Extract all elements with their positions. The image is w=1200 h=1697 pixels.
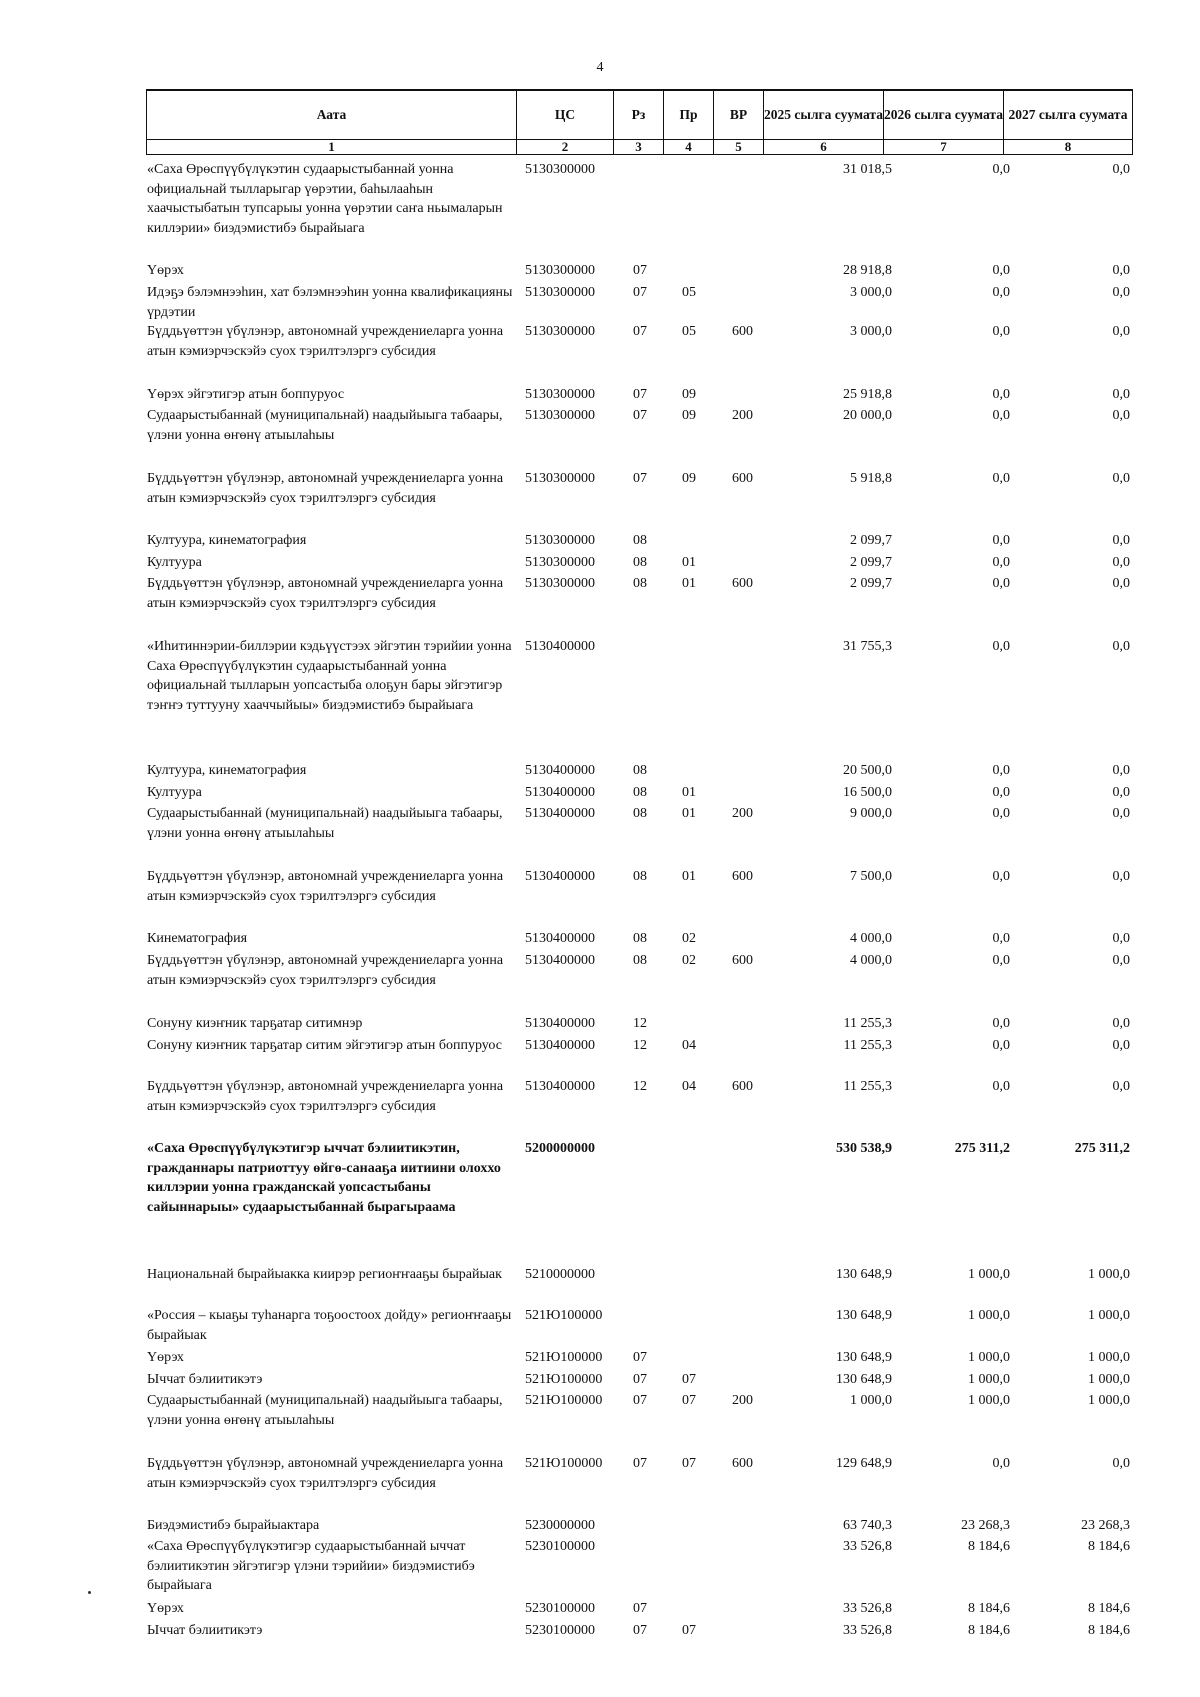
row-2026: 0,0 bbox=[992, 533, 1010, 548]
row-pr: 01 bbox=[682, 555, 696, 570]
row-name: Үөрэх bbox=[147, 1350, 184, 1365]
row-cs: 5130300000 bbox=[525, 471, 595, 486]
row-2025: 33 526,8 bbox=[843, 1539, 892, 1554]
row-2027: 1 000,0 bbox=[1088, 1308, 1130, 1323]
row-2026: 0,0 bbox=[992, 387, 1010, 402]
row-cs: 521Ю100000 bbox=[525, 1372, 603, 1387]
row-2027: 1 000,0 bbox=[1088, 1267, 1130, 1282]
row-name: «Саха Өрөспүүбүлүкэтигэр судаарыстыбаннай ыччат бэлиитикэтин эйгэтигэр үлэни тэрийии» биэдэмистибэ бырайыага bbox=[147, 1539, 475, 1593]
row-name: Ыччат бэлиитикэтэ bbox=[147, 1372, 263, 1387]
row-2025: 2 099,7 bbox=[850, 555, 892, 570]
row-2025: 25 918,8 bbox=[843, 387, 892, 402]
row-cs: 5130400000 bbox=[525, 1038, 595, 1053]
row-vr: 600 bbox=[732, 576, 753, 591]
row-cs: 5230100000 bbox=[525, 1623, 595, 1638]
row-2026: 0,0 bbox=[992, 763, 1010, 778]
row-rz: 08 bbox=[633, 576, 647, 591]
header-num-3: 3 bbox=[614, 139, 664, 154]
row-rz: 08 bbox=[633, 555, 647, 570]
row-cs: 5130300000 bbox=[525, 324, 595, 339]
row-cs: 5130400000 bbox=[525, 869, 595, 884]
row-2025: 7 500,0 bbox=[850, 869, 892, 884]
row-name: Култуура bbox=[147, 555, 202, 570]
row-pr: 04 bbox=[682, 1079, 696, 1094]
row-2025: 63 740,3 bbox=[843, 1518, 892, 1533]
row-cs: 5200000000 bbox=[525, 1141, 595, 1156]
row-2027: 0,0 bbox=[1112, 471, 1130, 486]
row-vr: 600 bbox=[732, 1079, 753, 1094]
row-2025: 16 500,0 bbox=[843, 785, 892, 800]
row-cs: 5230100000 bbox=[525, 1601, 595, 1616]
row-2027: 8 184,6 bbox=[1088, 1539, 1130, 1554]
row-2025: 20 500,0 bbox=[843, 763, 892, 778]
row-vr: 200 bbox=[732, 1393, 753, 1408]
row-2025: 130 648,9 bbox=[836, 1372, 892, 1387]
row-2025: 3 000,0 bbox=[850, 285, 892, 300]
row-cs: 5130400000 bbox=[525, 931, 595, 946]
row-2025: 11 255,3 bbox=[843, 1016, 892, 1031]
row-2026: 0,0 bbox=[992, 263, 1010, 278]
table-header bbox=[146, 89, 1133, 155]
row-name: «Саха Өрөспүүбүлүкэтигэр ыччат бэлиитикэтин, гражданнары патриоттуу өйгө-санааҕа иитиини олоххо киллэрии уонна гражданскай уопсастыбаны сайыннарыы» судаарыстыбаннай бырагыраама bbox=[147, 1141, 501, 1215]
row-2027: 0,0 bbox=[1112, 387, 1130, 402]
row-name: Бүддьүөттэн үбүлэнэр, автономнай учреждениеларга уонна атын кэмиэрчэскэйэ суох тэрилтэлэргэ субсидия bbox=[147, 1456, 504, 1491]
row-name: Бүддьүөттэн үбүлэнэр, автономнай учреждениеларга уонна атын кэмиэрчэскэйэ суох тэрилтэлэргэ субсидия bbox=[147, 1079, 504, 1114]
row-2025: 11 255,3 bbox=[843, 1038, 892, 1053]
row-2026: 23 268,3 bbox=[961, 1518, 1010, 1533]
row-2027: 1 000,0 bbox=[1088, 1372, 1130, 1387]
row-2025: 33 526,8 bbox=[843, 1623, 892, 1638]
row-name: «Россия – кыаҕы туһанарга тоҕоостоох дойду» региоҥҥааҕы бырайыак bbox=[147, 1308, 512, 1343]
row-rz: 07 bbox=[633, 263, 647, 278]
row-2026: 0,0 bbox=[992, 1038, 1010, 1053]
row-cs: 5130300000 bbox=[525, 533, 595, 548]
row-2026: 0,0 bbox=[992, 953, 1010, 968]
row-vr: 600 bbox=[732, 953, 753, 968]
row-2026: 1 000,0 bbox=[968, 1267, 1010, 1282]
row-2026: 0,0 bbox=[992, 324, 1010, 339]
row-2025: 9 000,0 bbox=[850, 806, 892, 821]
row-rz: 07 bbox=[633, 408, 647, 423]
header-vr: ВР bbox=[714, 90, 764, 139]
row-2025: 4 000,0 bbox=[850, 931, 892, 946]
row-rz: 07 bbox=[633, 387, 647, 402]
row-2025: 130 648,9 bbox=[836, 1267, 892, 1282]
row-2026: 1 000,0 bbox=[968, 1393, 1010, 1408]
row-2027: 0,0 bbox=[1112, 533, 1130, 548]
row-name: Судаарыстыбаннай (муниципальнай) наадыйыыга табаары, үлэни уонна өҥөнү атыылаһыы bbox=[147, 408, 503, 443]
row-2026: 0,0 bbox=[992, 576, 1010, 591]
row-pr: 04 bbox=[682, 1038, 696, 1053]
row-name: Култуура, кинематография bbox=[147, 533, 307, 548]
row-rz: 08 bbox=[633, 806, 647, 821]
row-pr: 01 bbox=[682, 785, 696, 800]
row-name: Ыччат бэлиитикэтэ bbox=[147, 1623, 263, 1638]
page-number: 4 bbox=[596, 60, 604, 75]
row-2027: 0,0 bbox=[1112, 1038, 1130, 1053]
row-cs: 5130300000 bbox=[525, 162, 595, 177]
row-cs: 5130400000 bbox=[525, 953, 595, 968]
row-cs: 5130300000 bbox=[525, 285, 595, 300]
row-2025: 5 918,8 bbox=[850, 471, 892, 486]
row-cs: 5130400000 bbox=[525, 639, 595, 654]
row-2025: 31 018,5 bbox=[843, 162, 892, 177]
row-2025: 28 918,8 bbox=[843, 263, 892, 278]
row-rz: 12 bbox=[633, 1038, 647, 1053]
row-2026: 0,0 bbox=[992, 931, 1010, 946]
row-2026: 1 000,0 bbox=[968, 1308, 1010, 1323]
row-2025: 33 526,8 bbox=[843, 1601, 892, 1616]
row-pr: 09 bbox=[682, 408, 696, 423]
row-2025: 2 099,7 bbox=[850, 533, 892, 548]
row-vr: 600 bbox=[732, 869, 753, 884]
row-rz: 07 bbox=[633, 471, 647, 486]
row-cs: 5130400000 bbox=[525, 806, 595, 821]
row-cs: 5130300000 bbox=[525, 408, 595, 423]
row-rz: 07 bbox=[633, 285, 647, 300]
row-2027: 0,0 bbox=[1112, 263, 1130, 278]
row-2026: 0,0 bbox=[992, 408, 1010, 423]
row-vr: 200 bbox=[732, 806, 753, 821]
row-2027: 0,0 bbox=[1112, 869, 1130, 884]
row-2027: 275 311,2 bbox=[1074, 1141, 1130, 1156]
row-pr: 05 bbox=[682, 285, 696, 300]
header-rz: Рз bbox=[614, 90, 664, 139]
row-cs: 5130400000 bbox=[525, 1079, 595, 1094]
row-rz: 08 bbox=[633, 953, 647, 968]
row-rz: 12 bbox=[633, 1079, 647, 1094]
row-name: Бүддьүөттэн үбүлэнэр, автономнай учреждениеларга уонна атын кэмиэрчэскэйэ суох тэрилтэлэргэ субсидия bbox=[147, 953, 504, 988]
scan-speck bbox=[88, 1591, 91, 1594]
row-2027: 0,0 bbox=[1112, 785, 1130, 800]
row-pr: 07 bbox=[682, 1456, 696, 1471]
row-rz: 07 bbox=[633, 1350, 647, 1365]
row-2026: 275 311,2 bbox=[954, 1141, 1010, 1156]
row-rz: 07 bbox=[633, 1623, 647, 1638]
row-2025: 1 000,0 bbox=[850, 1393, 892, 1408]
row-rz: 12 bbox=[633, 1016, 647, 1031]
row-pr: 09 bbox=[682, 471, 696, 486]
header-name: Аата bbox=[147, 90, 517, 139]
row-2026: 8 184,6 bbox=[968, 1539, 1010, 1554]
row-name: Үөрэх bbox=[147, 263, 184, 278]
row-rz: 07 bbox=[633, 1456, 647, 1471]
header-2026: 2026 сылга суумата bbox=[884, 90, 1004, 139]
row-name: Сонуну киэҥник тарҕатар ситим эйгэтигэр атын боппуруос bbox=[147, 1038, 502, 1053]
row-2027: 0,0 bbox=[1112, 1016, 1130, 1031]
row-cs: 5230100000 bbox=[525, 1539, 595, 1554]
row-2025: 4 000,0 bbox=[850, 953, 892, 968]
header-cs: ЦС bbox=[517, 90, 614, 139]
row-cs: 521Ю100000 bbox=[525, 1393, 603, 1408]
row-2025: 530 538,9 bbox=[836, 1141, 892, 1156]
row-name: Кинематография bbox=[147, 931, 248, 946]
row-2027: 0,0 bbox=[1112, 1456, 1130, 1471]
row-name: Национальнай бырайыакка киирэр региоҥҥааҕы бырайыак bbox=[147, 1267, 502, 1282]
row-rz: 08 bbox=[633, 785, 647, 800]
row-name: Бүддьүөттэн үбүлэнэр, автономнай учреждениеларга уонна атын кэмиэрчэскэйэ суох тэрилтэлэргэ субсидия bbox=[147, 471, 504, 506]
header-num-4: 4 bbox=[664, 139, 714, 154]
row-2027: 0,0 bbox=[1112, 324, 1130, 339]
row-name: Сонуну киэҥник тарҕатар ситимнэр bbox=[147, 1016, 363, 1031]
row-pr: 09 bbox=[682, 387, 696, 402]
row-rz: 07 bbox=[633, 324, 647, 339]
row-2026: 0,0 bbox=[992, 785, 1010, 800]
row-rz: 07 bbox=[633, 1601, 647, 1616]
row-2026: 0,0 bbox=[992, 1079, 1010, 1094]
row-pr: 01 bbox=[682, 806, 696, 821]
row-2026: 0,0 bbox=[992, 869, 1010, 884]
row-vr: 600 bbox=[732, 1456, 753, 1471]
row-cs: 521Ю100000 bbox=[525, 1308, 603, 1323]
row-name: Култуура, кинематография bbox=[147, 763, 307, 778]
row-pr: 05 bbox=[682, 324, 696, 339]
row-2025: 3 000,0 bbox=[850, 324, 892, 339]
row-pr: 07 bbox=[682, 1623, 696, 1638]
row-2026: 0,0 bbox=[992, 1456, 1010, 1471]
row-rz: 07 bbox=[633, 1372, 647, 1387]
row-2027: 8 184,6 bbox=[1088, 1623, 1130, 1638]
row-pr: 01 bbox=[682, 576, 696, 591]
row-cs: 521Ю100000 bbox=[525, 1456, 603, 1471]
row-cs: 521Ю100000 bbox=[525, 1350, 603, 1365]
row-2027: 0,0 bbox=[1112, 953, 1130, 968]
row-pr: 07 bbox=[682, 1393, 696, 1408]
row-2025: 129 648,9 bbox=[836, 1456, 892, 1471]
row-2026: 8 184,6 bbox=[968, 1623, 1010, 1638]
row-rz: 07 bbox=[633, 1393, 647, 1408]
header-pr: Пр bbox=[664, 90, 714, 139]
row-2027: 0,0 bbox=[1112, 806, 1130, 821]
row-cs: 5130400000 bbox=[525, 785, 595, 800]
row-2027: 0,0 bbox=[1112, 576, 1130, 591]
row-2025: 130 648,9 bbox=[836, 1308, 892, 1323]
row-name: Биэдэмистибэ бырайыактара bbox=[147, 1518, 320, 1533]
row-2026: 0,0 bbox=[992, 162, 1010, 177]
row-vr: 200 bbox=[732, 408, 753, 423]
header-num-7: 7 bbox=[884, 139, 1004, 154]
row-name: Судаарыстыбаннай (муниципальнай) наадыйыыга табаары, үлэни уонна өҥөнү атыылаһыы bbox=[147, 1393, 503, 1428]
row-name: Култуура bbox=[147, 785, 202, 800]
row-cs: 5130300000 bbox=[525, 263, 595, 278]
row-2025: 31 755,3 bbox=[843, 639, 892, 654]
header-2025: 2025 сылга суумата bbox=[764, 90, 884, 139]
row-rz: 08 bbox=[633, 533, 647, 548]
row-cs: 5210000000 bbox=[525, 1267, 595, 1282]
row-cs: 5230000000 bbox=[525, 1518, 595, 1533]
row-pr: 07 bbox=[682, 1372, 696, 1387]
row-2025: 20 000,0 bbox=[843, 408, 892, 423]
row-name: Бүддьүөттэн үбүлэнэр, автономнай учреждениеларга уонна атын кэмиэрчэскэйэ суох тэрилтэлэргэ субсидия bbox=[147, 869, 504, 904]
row-2027: 0,0 bbox=[1112, 763, 1130, 778]
row-cs: 5130400000 bbox=[525, 763, 595, 778]
header-num-1: 1 bbox=[147, 139, 517, 154]
row-name: Үөрэх эйгэтигэр атын боппуруос bbox=[147, 387, 345, 402]
row-2026: 0,0 bbox=[992, 639, 1010, 654]
row-2026: 1 000,0 bbox=[968, 1350, 1010, 1365]
row-cs: 5130300000 bbox=[525, 387, 595, 402]
row-name: Идэҕэ бэлэмнээһин, хат бэлэмнээһин уонна квалификацияны үрдэтии bbox=[147, 285, 513, 320]
row-cs: 5130400000 bbox=[525, 1016, 595, 1031]
header-num-6: 6 bbox=[764, 139, 884, 154]
row-2026: 1 000,0 bbox=[968, 1372, 1010, 1387]
row-2027: 0,0 bbox=[1112, 1079, 1130, 1094]
row-2026: 0,0 bbox=[992, 555, 1010, 570]
header-2027: 2027 сылга суумата bbox=[1004, 90, 1133, 139]
row-cs: 5130300000 bbox=[525, 576, 595, 591]
row-2027: 0,0 bbox=[1112, 931, 1130, 946]
row-2027: 1 000,0 bbox=[1088, 1393, 1130, 1408]
row-name: Бүддьүөттэн үбүлэнэр, автономнай учреждениеларга уонна атын кэмиэрчэскэйэ суох тэрилтэлэргэ субсидия bbox=[147, 324, 504, 359]
row-pr: 02 bbox=[682, 953, 696, 968]
header-num-5: 5 bbox=[714, 139, 764, 154]
row-name: «Иһитиннэрии-биллэрии кэдьүүстээх эйгэтин тэрийии уонна Саха Өрөспүүбүлүкэтин судаарыстыбаннай уонна официальнай тылларын уопсастыба олоҕун бары эйгэтигэр тэҥҥэ туттууну хааччыйыы» биэдэмистибэ бырайыага bbox=[147, 639, 512, 713]
row-name: Судаарыстыбаннай (муниципальнай) наадыйыыга табаары, үлэни уонна өҥөнү атыылаһыы bbox=[147, 806, 503, 841]
row-2027: 0,0 bbox=[1112, 555, 1130, 570]
row-2026: 0,0 bbox=[992, 1016, 1010, 1031]
row-2027: 8 184,6 bbox=[1088, 1601, 1130, 1616]
row-rz: 08 bbox=[633, 763, 647, 778]
row-2026: 0,0 bbox=[992, 471, 1010, 486]
row-2025: 2 099,7 bbox=[850, 576, 892, 591]
row-rz: 08 bbox=[633, 931, 647, 946]
row-2026: 8 184,6 bbox=[968, 1601, 1010, 1616]
row-2026: 0,0 bbox=[992, 806, 1010, 821]
row-vr: 600 bbox=[732, 471, 753, 486]
row-pr: 01 bbox=[682, 869, 696, 884]
row-2027: 0,0 bbox=[1112, 285, 1130, 300]
row-vr: 600 bbox=[732, 324, 753, 339]
row-name: Бүддьүөттэн үбүлэнэр, автономнай учреждениеларга уонна атын кэмиэрчэскэйэ суох тэрилтэлэргэ субсидия bbox=[147, 576, 504, 611]
row-rz: 08 bbox=[633, 869, 647, 884]
row-2026: 0,0 bbox=[992, 285, 1010, 300]
row-name: «Саха Өрөспүүбүлүкэтин судаарыстыбаннай уонна официальнай тылларыгар үөрэтии, баһылааһын хаачыстыбатын тупсарыы уонна үөрэтии саҥа ньымаларын киллэрии» биэдэмистибэ бырайыага bbox=[147, 162, 503, 236]
row-2025: 11 255,3 bbox=[843, 1079, 892, 1094]
row-2027: 0,0 bbox=[1112, 408, 1130, 423]
row-2027: 1 000,0 bbox=[1088, 1350, 1130, 1365]
row-2027: 23 268,3 bbox=[1081, 1518, 1130, 1533]
row-2027: 0,0 bbox=[1112, 639, 1130, 654]
row-cs: 5130300000 bbox=[525, 555, 595, 570]
header-num-2: 2 bbox=[517, 139, 614, 154]
row-name: Үөрэх bbox=[147, 1601, 184, 1616]
row-2025: 130 648,9 bbox=[836, 1350, 892, 1365]
header-num-8: 8 bbox=[1004, 139, 1133, 154]
row-2027: 0,0 bbox=[1112, 162, 1130, 177]
row-pr: 02 bbox=[682, 931, 696, 946]
